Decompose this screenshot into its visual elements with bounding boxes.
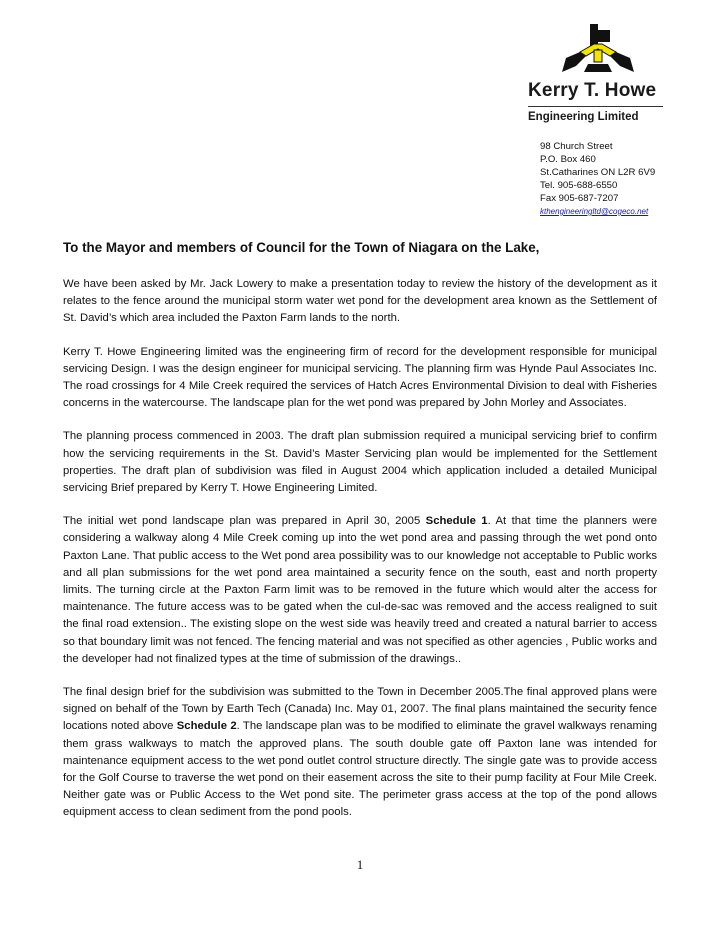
paragraph-1: We have been asked by Mr. Jack Lowery to make a presentation today to review the history of the development as it relates to the fence around the municipal storm water wet pond for the development area known as the Settlement of St. David’s which area included the Paxton Farm lands to the north. — [63, 278, 657, 325]
paragraph-4-text-cont: . At that time the planners were considering a walkway along 4 Mile Creek coming up into the wet pond area and passing through the wet pond onto Paxton Lane. That public access to the Wet pond area possibility was to our knowledge not acceptable to Public works and all plan submissions for the wet pond area maintained a security fence on the south, east and north property limits. The turning circle at the Paxton Farm limit was to be removed in the future which would alter the access for maintenance. The future access was to be gated when the cul-de-sac was removed and the access realigned to suit the final road extension.. The existing slope on the west side was heavily treed and created a natural barrier to access so that boundary limit was not fenced. The fencing material and was not specified as other agencies , Public works and the developer had not finalized types at the time of submission of the drawings.. — [63, 515, 657, 665]
page-number: 1 — [356, 857, 364, 872]
paragraph-5-text-cont: . The landscape plan was to be modified to eliminate the gravel walkways renaming them grass walkways to match the approved plans. The south double gate off Paxton lane was intended for maintenance equipment access to the wet pond outlet control structure directly. The single gate was to provide access for the Golf Course to traverse the wet pond on their easement across the site to their pump facility at Four Mile Creek. Neither gate was or Public Access to the Wet pond site. The perimeter grass access at the top of the pond allows equipment access to clean sediment from the pond pools. — [63, 720, 657, 819]
email-link[interactable]: kthengineeringltd@cogeco.net — [540, 207, 649, 216]
paragraph-2: Kerry T. Howe Engineering limited was the engineering firm of record for the development responsible for municipal servicing Design. I was the design engineer for municipal servicing. The planning firm was Hynde Paul Associates Inc. The road crossings for 4 Mile Creek required the services of Hatch Acres Environmental Division to deal with Fisheries concerns in the watercourse. The landscape plan for the wet pond was prepared by John Morley and Associates. — [63, 345, 657, 410]
company-address — [540, 140, 655, 218]
address-fax: Fax 905-687-7207 — [540, 193, 619, 204]
company-subtitle: Engineering Limited — [528, 111, 639, 123]
address-street: 98 Church Street — [540, 141, 613, 152]
company-logo — [528, 22, 668, 130]
schedule-1-reference: Schedule 1 — [425, 515, 488, 528]
address-city: St.Catharines ON L2R 6V9 — [540, 167, 656, 178]
paragraph-4 — [63, 513, 657, 668]
paragraph-5 — [63, 684, 657, 822]
salutation: To the Mayor and members of Council for the Town of Niagara on the Lake, — [63, 240, 540, 255]
paragraph-3: The planning process commenced in 2003. The draft plan submission required a municipal servicing brief to confirm how the servicing requirements in the St. David’s Master Servicing plan would be implemented for the Settlement properties. The draft plan of subdivision was filed in August 2004 which application included a detailed Municipal servicing Brief prepared by Kerry T. Howe Engineering Limited. — [63, 430, 657, 495]
paragraph-5-text: The final design brief for the subdivision was submitted to the Town in December 2005.The final approved plans were signed on behalf of the Town by Earth Tech (Canada) Inc. May 01, 2007. The final plans maintained the security fence locations noted above — [63, 686, 657, 733]
letter-body — [63, 276, 657, 838]
address-tel: Tel. 905-688-6550 — [540, 180, 618, 191]
company-name: Kerry T. Howe — [528, 80, 657, 101]
schedule-2-reference: Schedule 2 — [176, 720, 237, 733]
address-po-box: P.O. Box 460 — [540, 154, 596, 165]
paragraph-4-text: The initial wet pond landscape plan was prepared in April 30, 2005 — [63, 515, 426, 528]
kth-logo-icon — [558, 22, 638, 80]
logo-divider — [528, 106, 663, 107]
